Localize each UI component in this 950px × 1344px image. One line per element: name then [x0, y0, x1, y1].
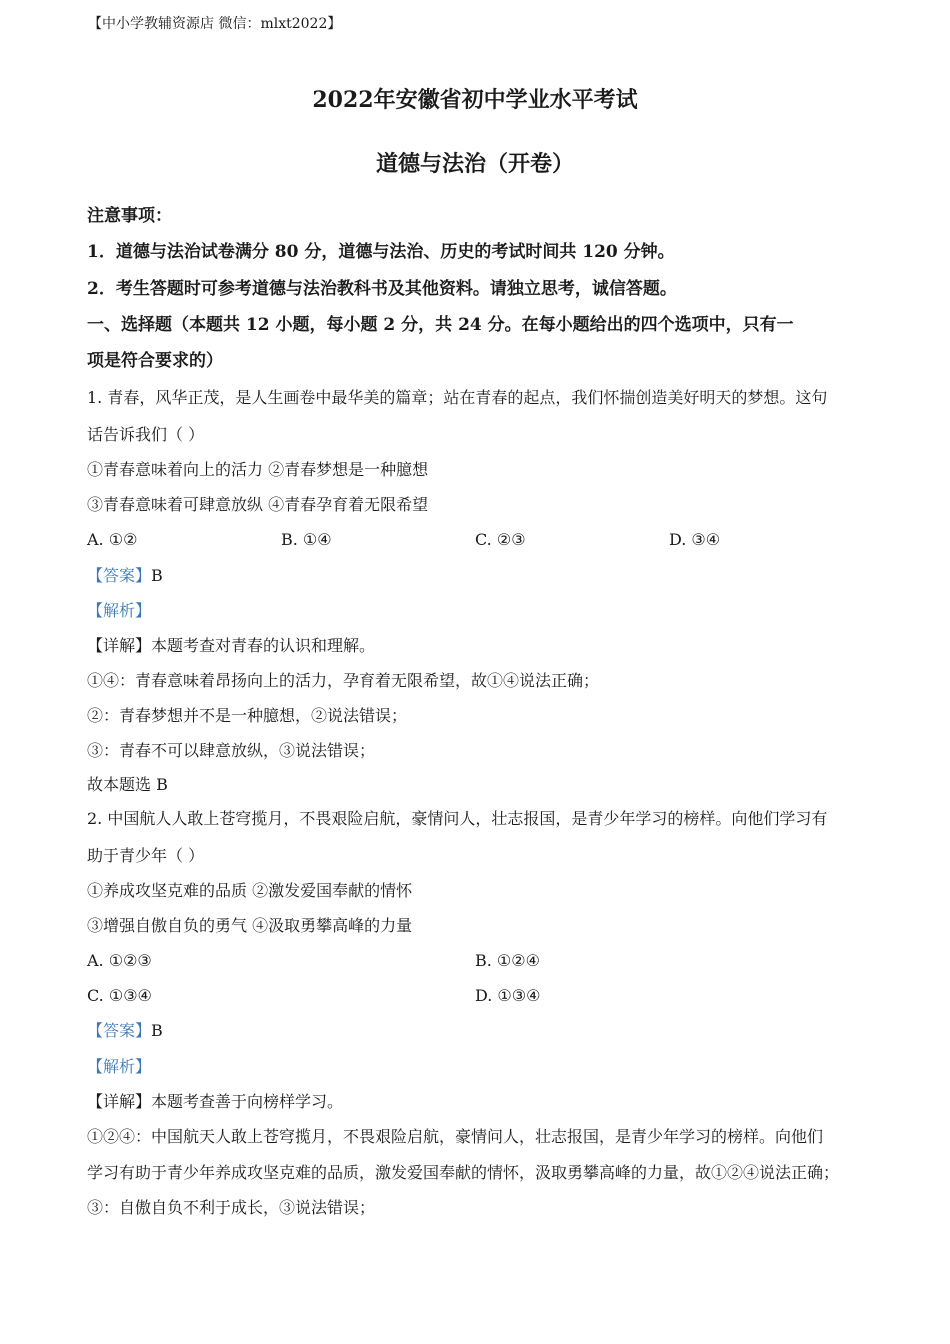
- q2-explanation-3: ③：自傲自负不利于成长，③说法错误；: [87, 1198, 376, 1217]
- q1-explanation-1: ①④：青春意味着昂扬向上的活力，孕育着无限希望，故①④说法正确；: [87, 671, 600, 690]
- exam-title: 2022年安徽省初中学业水平考试: [312, 87, 638, 113]
- section-heading-line-1: 一、选择题（本题共 12 小题，每小题 2 分，共 24 分。在每小题给出的四个选项中，只有一: [87, 315, 794, 335]
- q1-option-c: C. ②③: [475, 530, 526, 549]
- q2-statement-2: ③增强自傲自负的勇气 ④汲取勇攀高峰的力量: [87, 916, 413, 935]
- notice-item-1: 1．道德与法治试卷满分 80 分，道德与法治、历史的考试时间共 120 分钟。: [87, 242, 675, 262]
- q1-statement-1: ①青春意味着向上的活力 ②青春梦想是一种臆想: [87, 460, 429, 479]
- q1-explanation-4: 故本题选 B: [87, 775, 168, 794]
- q2-stem-line-1: 2. 中国航人人敢上苍穹揽月，不畏艰险启航，豪情问人，壮志报国，是青少年学习的榜样。向他们学习有: [87, 809, 828, 828]
- q2-detail-tag: 【详解】: [87, 1092, 152, 1111]
- q1-answer: [87, 566, 163, 586]
- header-watermark: 【中小学教辅资源店 微信：mlxt2022】: [88, 16, 342, 32]
- q1-option-d: D. ③④: [669, 530, 721, 549]
- q2-statement-1: ①养成攻坚克难的品质 ②激发爱国奉献的情怀: [87, 881, 413, 900]
- q2-option-a: A. ①②③: [87, 951, 152, 970]
- q2-answer-tag: 【答案】: [87, 1021, 152, 1040]
- q1-stem-line-2: 话告诉我们（ ）: [87, 425, 205, 444]
- notice-item-2: 2．考生答题时可参考道德与法治教科书及其他资料。请独立思考，诚信答题。: [87, 279, 677, 299]
- q1-analysis-tag: 【解析】: [87, 601, 152, 620]
- section-heading-line-2: 项是符合要求的）: [87, 351, 223, 371]
- q2-detail: [87, 1092, 343, 1112]
- q2-option-d: D. ①③④: [475, 986, 541, 1005]
- q1-detail-text: 本题考查对青春的认识和理解。: [151, 636, 376, 655]
- q1-statement-2: ③青春意味着可肆意放纵 ④青春孕育着无限希望: [87, 495, 429, 514]
- q2-explanation-1: ①②④：中国航天人敢上苍穹揽月，不畏艰险启航，豪情问人，壮志报国，是青少年学习的榜样。向他们: [87, 1127, 824, 1146]
- q2-answer-value: B: [151, 1021, 163, 1040]
- q2-detail-text: 本题考查善于向榜样学习。: [151, 1092, 344, 1111]
- q1-detail-tag: 【详解】: [87, 636, 152, 655]
- q1-option-a: A. ①②: [87, 530, 138, 549]
- q2-stem-line-2: 助于青少年（ ）: [87, 846, 205, 865]
- exam-subtitle: 道德与法治（开卷）: [375, 151, 574, 177]
- q1-option-b: B. ①④: [281, 530, 332, 549]
- q1-stem-line-1: 1. 青春，风华正茂，是人生画卷中最华美的篇章；站在青春的起点，我们怀揣创造美好明天的梦想。这句: [87, 388, 828, 407]
- q1-detail: [87, 636, 375, 656]
- q1-answer-value: B: [151, 566, 163, 585]
- q2-analysis-tag: 【解析】: [87, 1057, 152, 1076]
- notice-heading: 注意事项：: [87, 206, 172, 226]
- q2-answer: [87, 1021, 163, 1041]
- q2-explanation-2: 学习有助于青少年养成攻坚克难的品质，激发爱国奉献的情怀，汲取勇攀高峰的力量，故①②④说法正确；: [87, 1163, 840, 1182]
- q1-answer-tag: 【答案】: [87, 566, 152, 585]
- q2-option-b: B. ①②④: [475, 951, 540, 970]
- q2-option-c: C. ①③④: [87, 986, 152, 1005]
- q1-explanation-2: ②：青春梦想并不是一种臆想，②说法错误；: [87, 706, 408, 725]
- q1-explanation-3: ③：青春不可以肆意放纵，③说法错误；: [87, 741, 376, 760]
